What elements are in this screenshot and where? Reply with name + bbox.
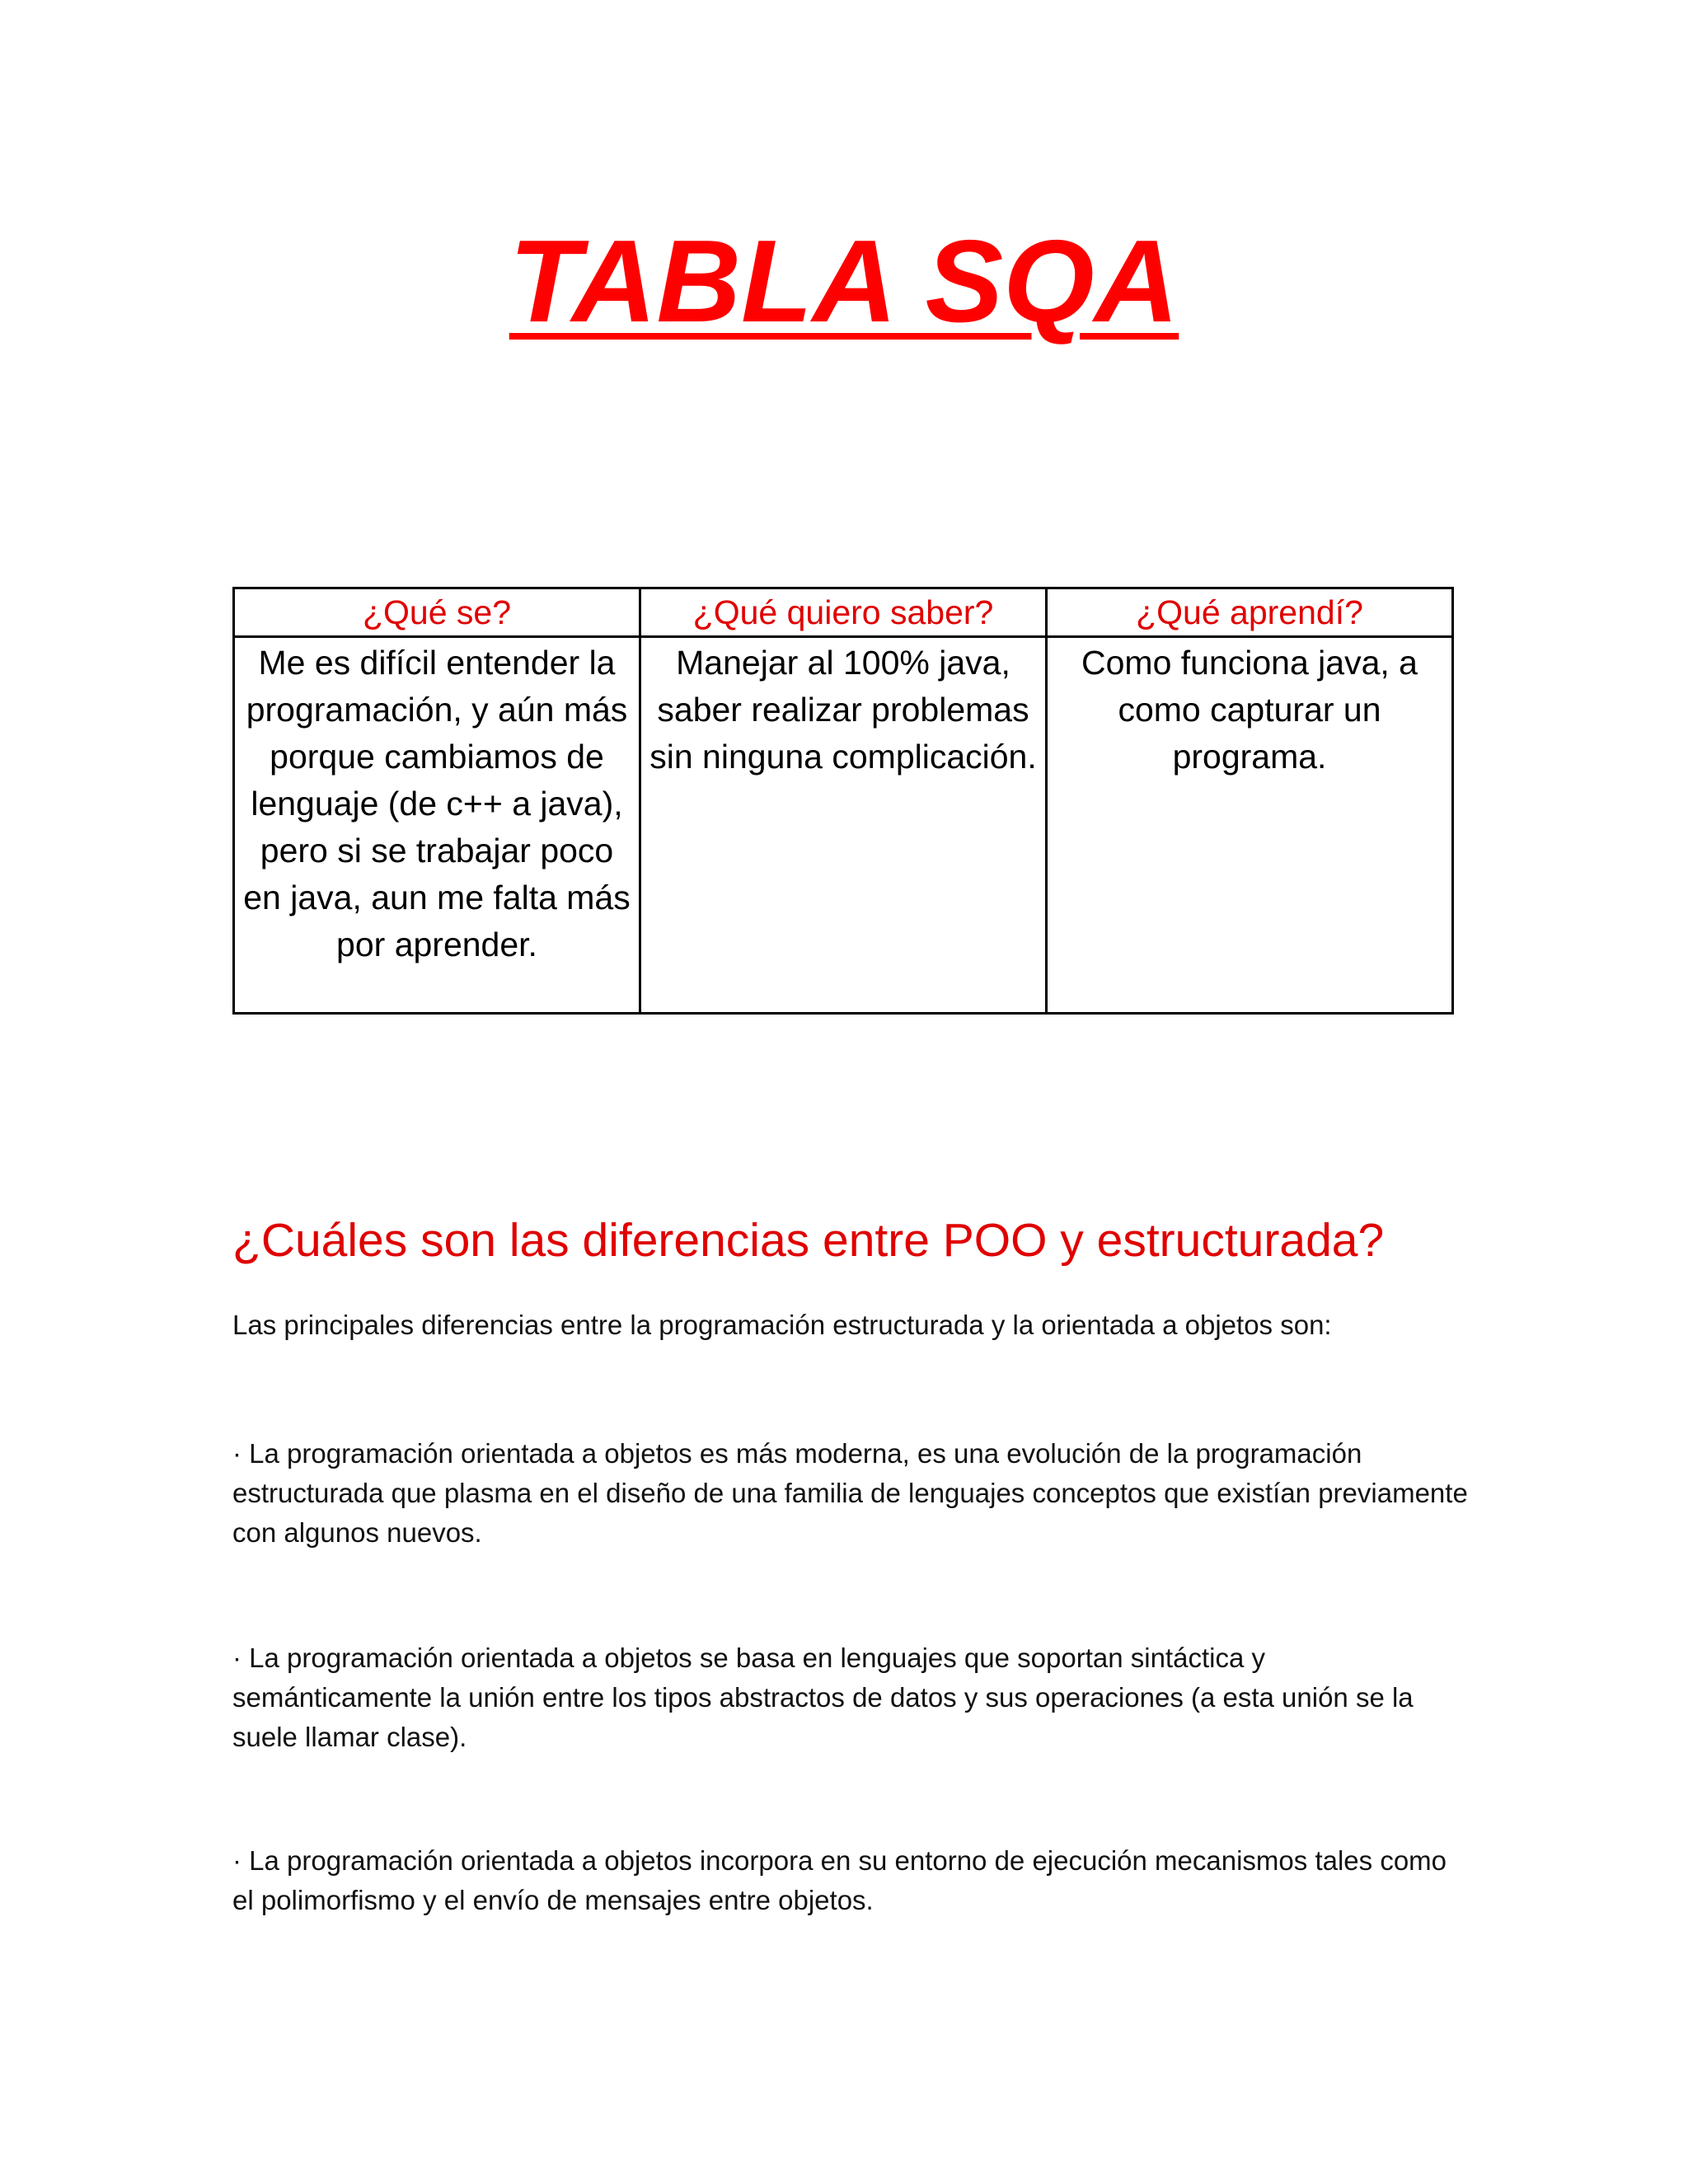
cell-que-aprendi: Como funciona java, a como capturar un programa. [1047, 637, 1453, 1014]
table-header-row [234, 588, 1453, 637]
section-heading: ¿Cuáles son las diferencias entre POO y estructurada? [232, 1214, 1385, 1267]
header-que-aprendi: ¿Qué aprendí? [1047, 588, 1453, 637]
intro-paragraph: Las principales diferencias entre la programación estructurada y la orientada a objetos son: [232, 1310, 1332, 1340]
table-row [234, 637, 1453, 1014]
bullet-paragraph-1: · La programación orientada a objetos es más moderna, es una evolución de la programación estructurada que plasma en el diseño de una familia de lenguajes conceptos que existían previamente con algunos nuevos. [232, 1438, 1468, 1548]
bullet-paragraph-3: · La programación orientada a objetos incorpora en su entorno de ejecución mecanismos tales como el polimorfismo y el envío de mensajes entre objetos. [232, 1845, 1447, 1915]
page-title: TABLA SQA [509, 216, 1179, 347]
header-que-se: ¿Qué se? [234, 588, 640, 637]
sqa-table [232, 587, 1454, 1015]
header-que-quiero-saber: ¿Qué quiero saber? [640, 588, 1047, 637]
cell-que-quiero-saber: Manejar al 100% java, saber realizar problemas sin ninguna complicación. [640, 637, 1047, 1014]
cell-que-se: Me es difícil entender la programación, y aún más porque cambiamos de lenguaje (de c++ a java), pero si se trabajar poco en java, aun me falta más por aprender. [234, 637, 640, 1014]
bullet-paragraph-2: · La programación orientada a objetos se basa en lenguajes que soportan sintáctica y semánticamente la unión entre los tipos abstractos de datos y sus operaciones (a esta unión se la suele llamar clase). [232, 1643, 1414, 1752]
